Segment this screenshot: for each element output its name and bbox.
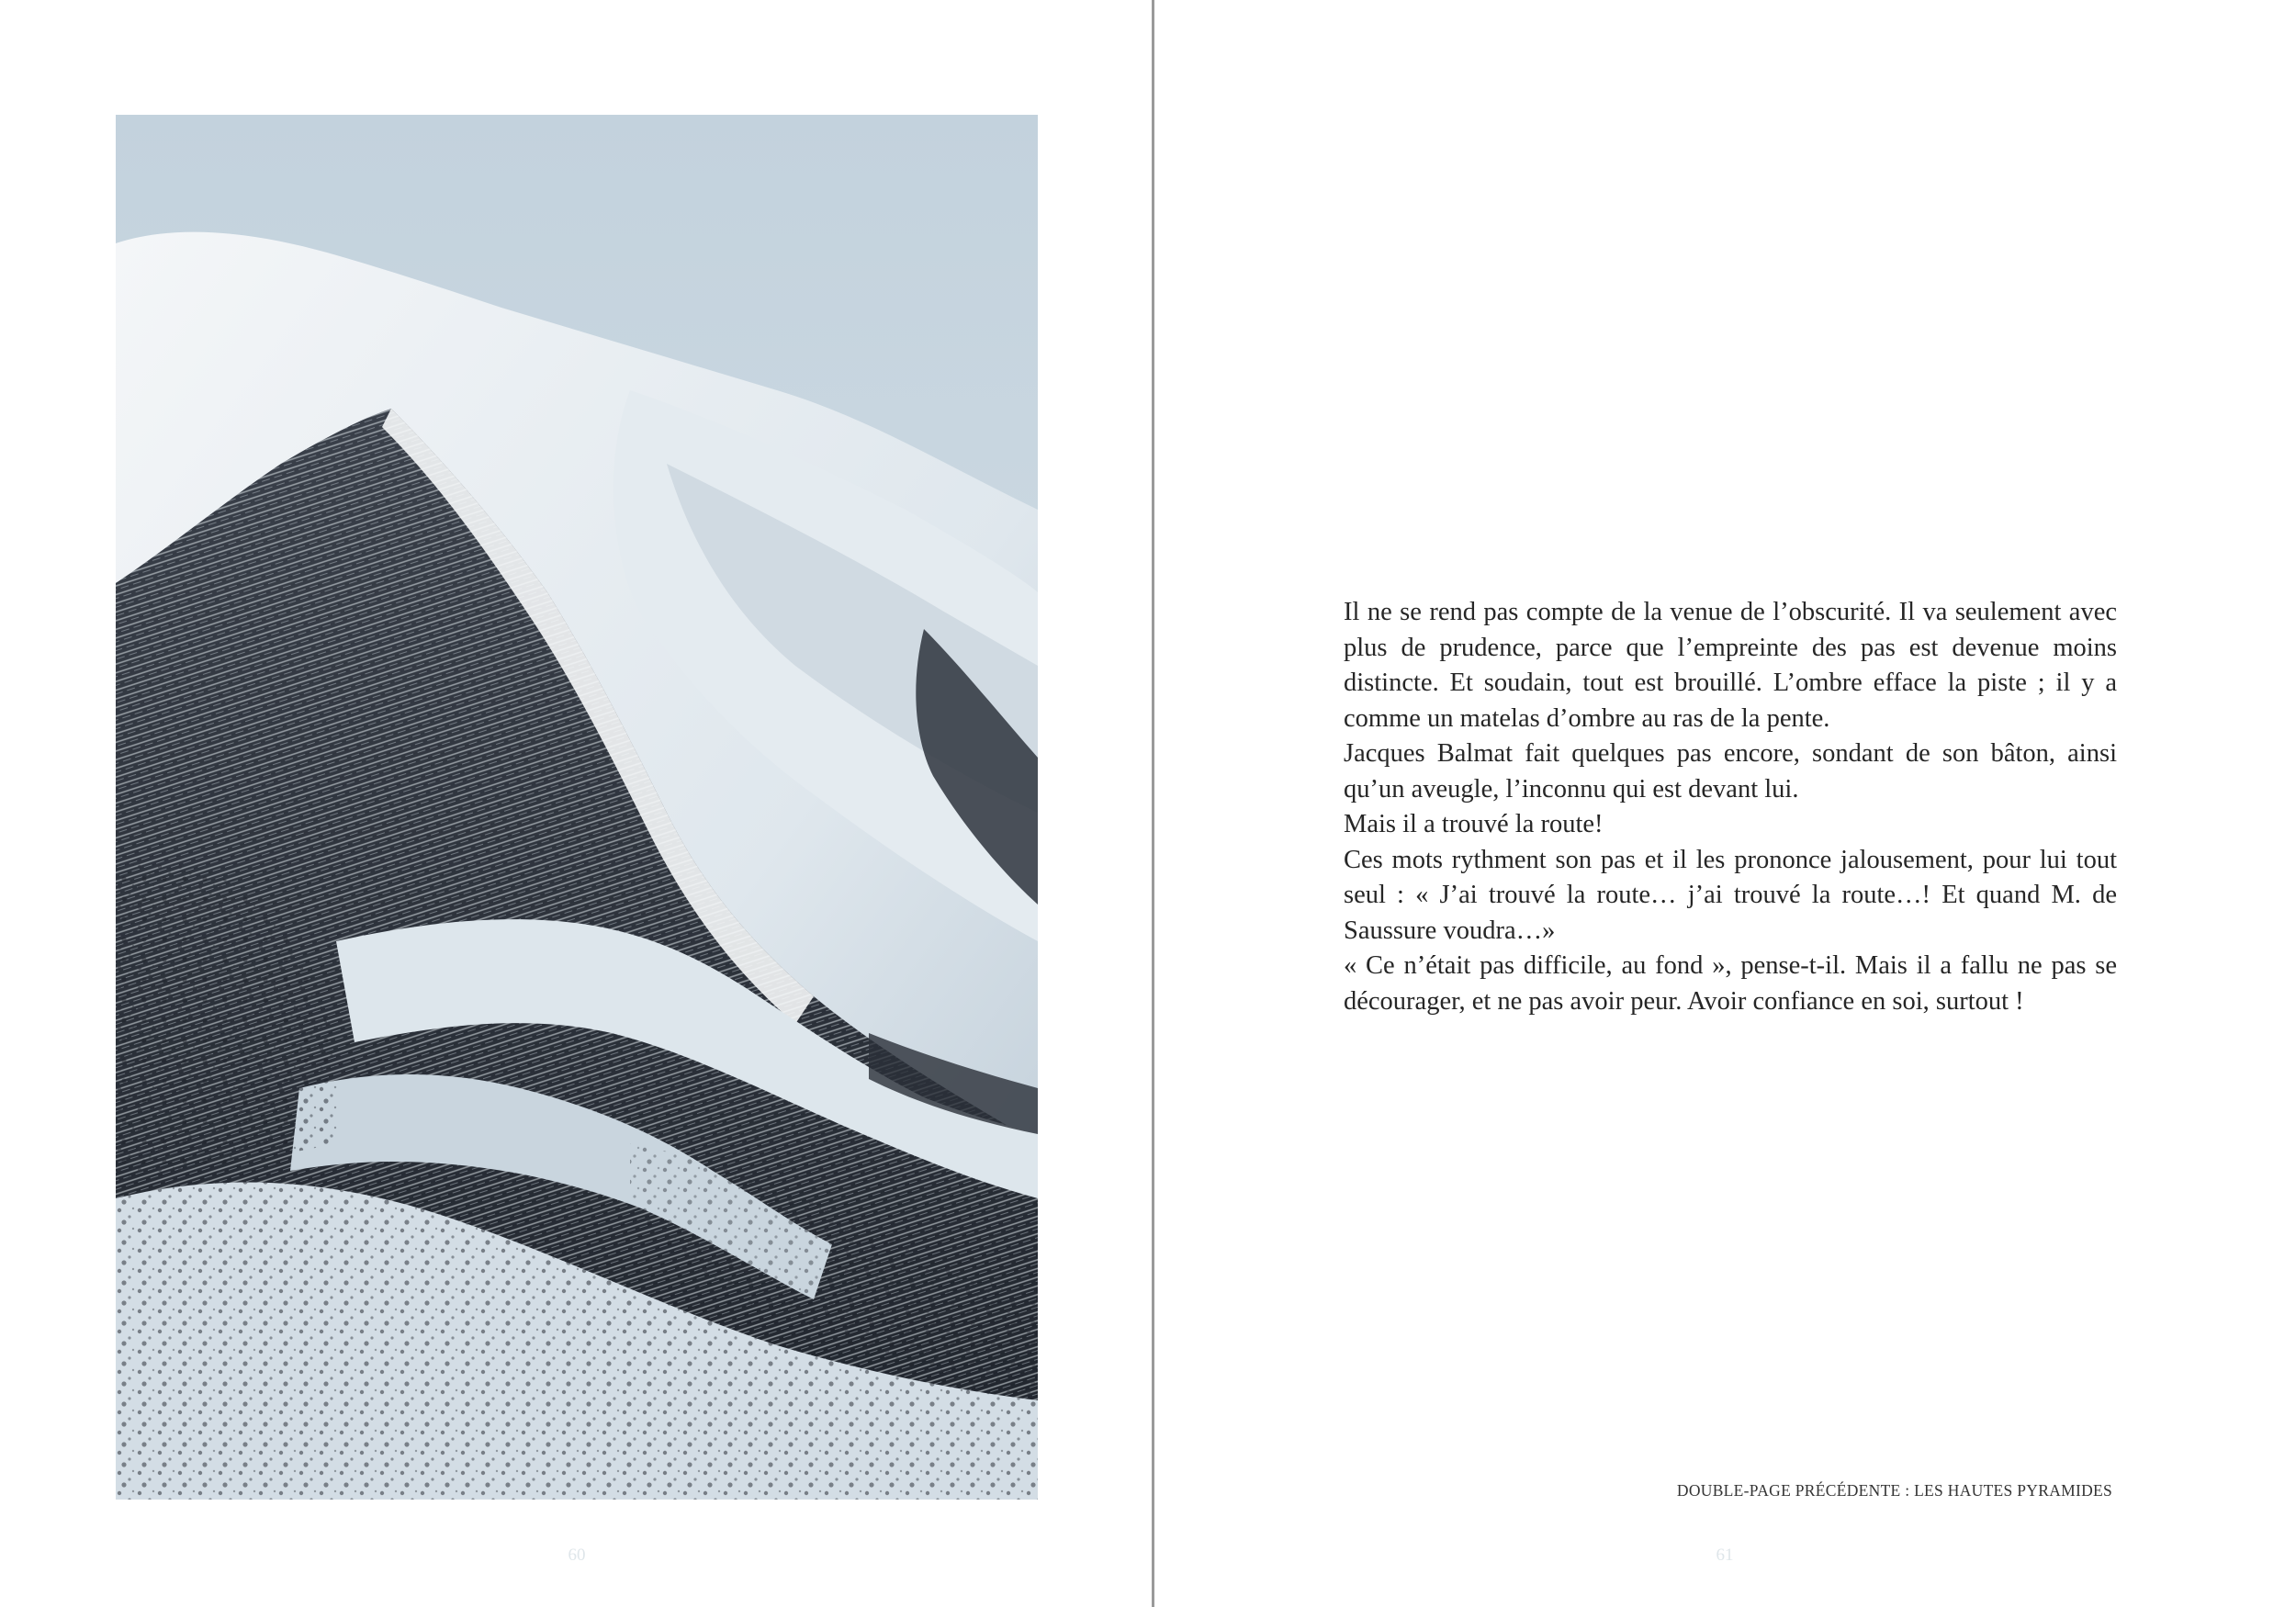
body-text: [1344, 595, 2117, 1019]
paragraph: Ces mots rythment son pas et il les prononce jalousement, pour lui tout seul : « J’ai trouvé la route… j’ai trouvé la route…! Et quand M. de Saussure voudra…»: [1344, 845, 2117, 945]
caption-text: DOUBLE-PAGE PRÉCÉDENTE : LES HAUTES PYRAMIDES: [1676, 1481, 2113, 1500]
page-number-right: 61: [1716, 1545, 1734, 1565]
photo-caption: [1155, 1481, 2296, 1500]
paragraph: « Ce n’était pas difficile, au fond », pense-t-il. Mais il a fallu ne pas se décourager, et ne pas avoir peur. Avoir confiance en soi, surtout !: [1344, 951, 2117, 1016]
paragraph: Jacques Balmat fait quelques pas encore, sondant de son bâton, ainsi qu’un aveugle, l’inconnu qui est devant lui.: [1344, 739, 2117, 804]
paragraph: Mais il a trouvé la route!: [1344, 810, 1604, 838]
mountain-photo: [116, 115, 1038, 1500]
paragraph: Il ne se rend pas compte de la venue de l’obscurité. Il va seulement avec plus de prudence, parce que l’empreinte des pas est devenue moins distincte. Et soudain, tout est brouillé. L’ombre efface la piste ; il y a comme un matelas d’ombre au ras de la pente.: [1344, 598, 2117, 733]
page-number-left: 60: [568, 1545, 586, 1565]
right-page: [1155, 0, 2296, 1607]
gutter-line: [1152, 0, 1154, 1607]
